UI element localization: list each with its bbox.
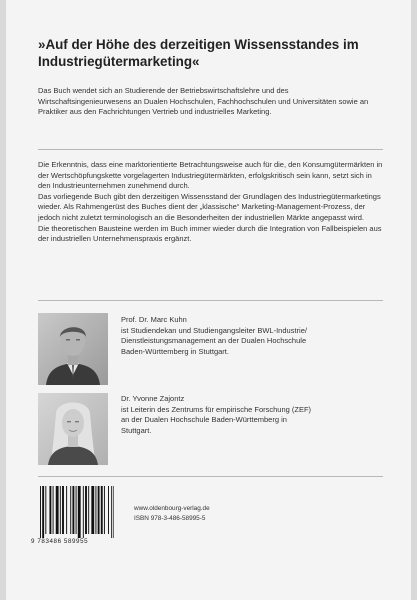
barcode-bar (42, 486, 44, 538)
author-photo-kuhn (38, 313, 108, 385)
barcode-bar (111, 486, 112, 538)
book-back-cover (6, 0, 411, 600)
headline-line-1: »Auf der Höhe des derzeitigen Wissensstandes im (38, 37, 359, 52)
description-paragraph-3: Die theoretischen Bausteine werden im Buch immer wieder durch die Integration von Fallbeispielen aus der industriellen Unternehmenspraxis ergänzt. (38, 223, 382, 244)
author-photo-zajontz (38, 393, 108, 465)
barcode-bar (108, 486, 109, 534)
barcode-bar (95, 486, 96, 534)
description-paragraph-2: Das vorliegende Buch gibt den derzeitigen Wissensstand der Grundlagen des Industriegütermarketings wieder. Als Rahmengerüst des Buches dient der „klassische“ Marketing-Management-Prozess, der jedoch nicht zuletzt terminologisch an die Besonderheiten der industriellen Märkte angepasst wird. (38, 191, 381, 222)
barcode-bar (56, 486, 59, 534)
publisher-info (134, 504, 210, 523)
barcode-bar (72, 486, 74, 534)
barcode-bar (62, 486, 64, 534)
headline (38, 36, 388, 70)
barcode-bar (70, 486, 71, 534)
intro-paragraph: Das Buch wendet sich an Studierende der Betriebswirtschaftslehre und des Wirtschaftsingenieurwesens an Dualen Hochschulen, Fachhochschulen und Universitäten sowie an Praktiker aus den Fachrichtungen Vertrieb und industrielles Marketing. (38, 86, 369, 117)
barcode-bar (101, 486, 103, 534)
author-bio-zajontz (121, 394, 383, 436)
barcode-bar (76, 486, 77, 534)
isbn-barcode (38, 486, 114, 538)
barcode-bar (85, 486, 87, 534)
author-name: Dr. Yvonne Zajontz (121, 394, 185, 403)
author-bio-line: Baden-Württemberg in Stuttgart. (121, 346, 229, 356)
barcode-bar (49, 486, 51, 534)
barcode-bar (98, 486, 100, 534)
author-bio-line: Dienstleistungsmanagement an der Dualen Hochschule (121, 336, 307, 346)
divider (38, 149, 383, 150)
barcode-bar (88, 486, 89, 534)
headline-line-2: Industriegütermarketing« (38, 54, 200, 69)
author-bio-kuhn (121, 315, 383, 357)
barcode-bar (53, 486, 54, 534)
barcode-bar (78, 486, 81, 538)
barcode-bar (91, 486, 94, 534)
barcode-bar (45, 486, 46, 534)
author-bio-line: ist Leiterin des Zentrums für empirische Forschung (ZEF) (121, 404, 312, 414)
divider (38, 476, 383, 477)
barcode-digits: 9 783486 589955 (31, 538, 89, 545)
publisher-url: www.oldenbourg-verlag.de (134, 505, 210, 512)
barcode-bar (66, 486, 67, 534)
author-bio-line: ist Studiendekan und Studiengangsleiter BWL-Industrie/ (121, 325, 307, 335)
barcode-bar (113, 486, 114, 538)
isbn-text: ISBN 978-3-486-58995-5 (134, 514, 206, 522)
author-bio-line: an der Dualen Hochschule Baden-Württemberg in (121, 415, 287, 425)
barcode-bar (60, 486, 61, 534)
divider (38, 300, 383, 301)
author-name: Prof. Dr. Marc Kuhn (121, 315, 187, 324)
description-paragraph-1: Die Erkenntnis, dass eine marktorientierte Betrachtungsweise auch für die, den Konsumgütermärkten in der Wertschöpfungskette vorgelagerten Industriegütermärkten, erfolgskritisch sein kann, setzt sich in den Industrieunternehmen zunehmend durch. (38, 160, 383, 191)
barcode-bar (83, 486, 84, 538)
author-bio-line: Stuttgart. (121, 425, 152, 435)
barcode-bar (40, 486, 41, 538)
description (38, 160, 383, 245)
barcode-bar (104, 486, 105, 534)
